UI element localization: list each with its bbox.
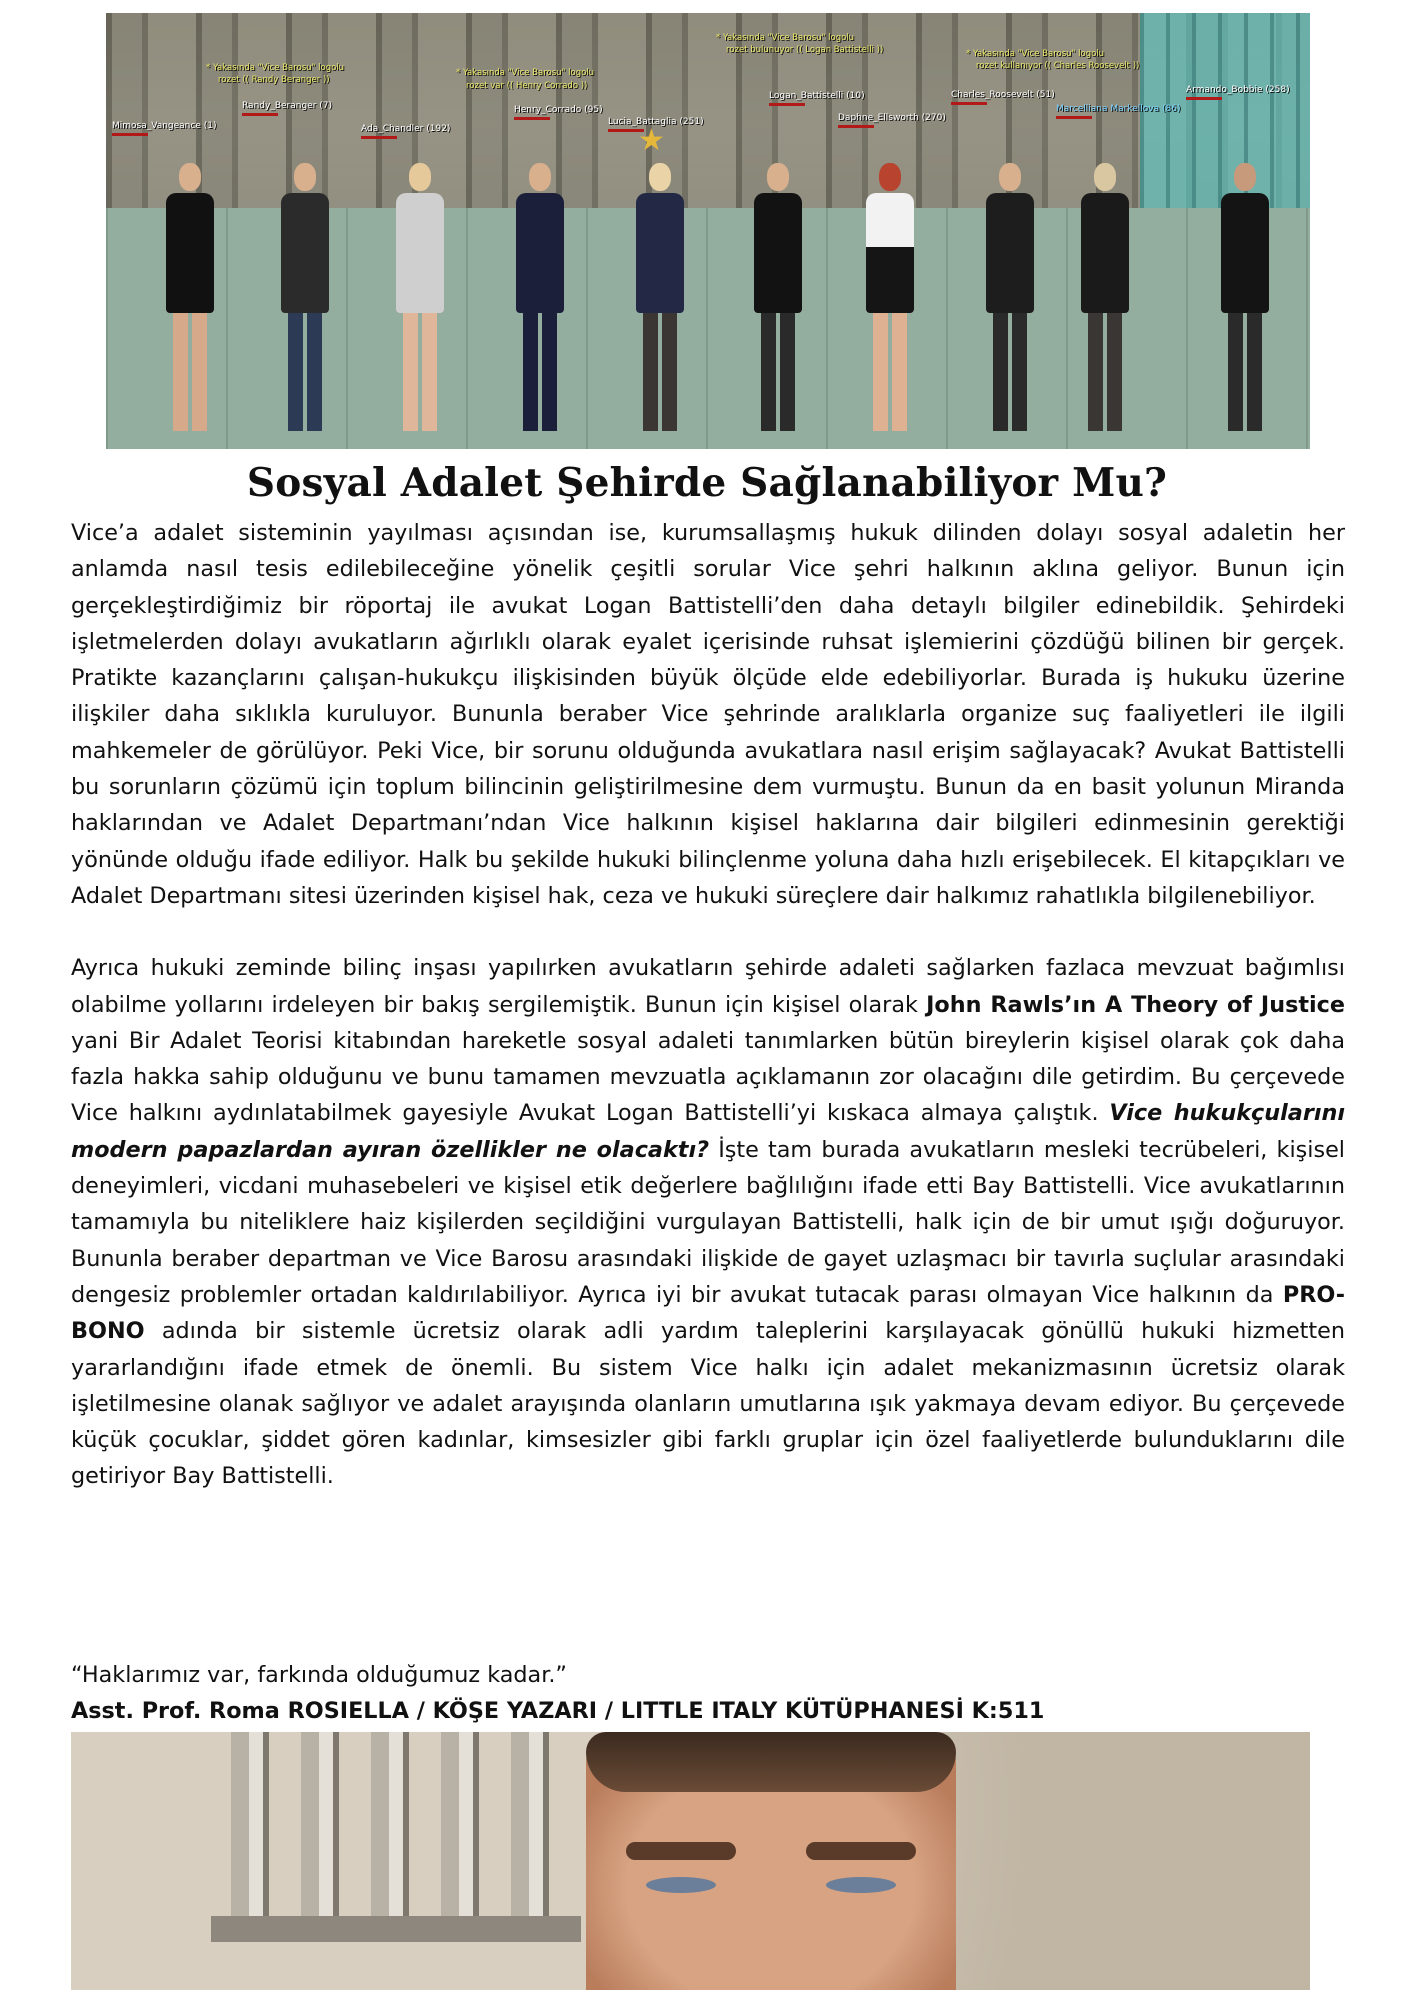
star-icon: ★ — [638, 123, 665, 158]
chat-note: * Yakasında "Vice Barosu" logolu — [206, 63, 345, 73]
player-nametag: Mimosa_Vangeance (1) — [112, 121, 216, 136]
player-nametag: Ada_Chandler (192) — [361, 124, 450, 139]
player-nametag: Lucia_Battaglia (251) — [608, 117, 704, 132]
player-nametag: Armando_Bobbie (258) — [1186, 85, 1290, 100]
character-figure — [1221, 163, 1269, 431]
chat-note: * Yakasında "Vice Barosu" logolu — [456, 68, 595, 78]
author-byline: Asst. Prof. Roma ROSIELLA / KÖŞE YAZARI / LITTLE ITALY KÜTÜPHANESİ K:511 — [71, 1698, 1045, 1724]
chat-note: rozet (( Randy Beranger )) — [218, 75, 330, 85]
article-body — [71, 515, 1345, 1495]
chat-note: rozet bulunuyor (( Logan Battistelli )) — [726, 45, 884, 55]
face — [586, 1732, 956, 1990]
character-figure — [1081, 163, 1129, 431]
player-nametag: Henry_Corrado (95) — [514, 105, 603, 120]
character-figure — [516, 163, 564, 431]
bold-text: John Rawls’ın A Theory of Justice — [926, 991, 1345, 1018]
character-figure — [866, 163, 914, 431]
closing-quote: “Haklarımız var, farkında olduğumuz kadar.” — [71, 1662, 567, 1688]
chat-note: * Yakasında "Vice Barosu" logolu — [716, 33, 855, 43]
character-figure — [166, 163, 214, 431]
article-title: Sosyal Adalet Şehirde Sağlanabiliyor Mu? — [246, 460, 1168, 506]
player-nametag: Daphne_Ellsworth (270) — [838, 113, 946, 128]
prison-bars — [231, 1732, 561, 1942]
paragraph: Vice’a adalet sisteminin yayılması açısından ise, kurumsallaşmış hukuk dilinden dolayı sosyal adaletin her anlamda nasıl tesis edilebileceğine yönelik çeşitli sorular Vice şehri halkının aklına geliyor. Bunun için gerçekleştirdiğimiz bir röportaj ile avukat Logan Battistelli’den daha detaylı bilgiler edinebildik. Şehirdeki işletmelerden dolayı avukatların ağırlıklı olarak eyalet içerisinde ruhsat işlemierini çözdüğü bilinen bir gerçek. Pratikte kazançlarını çalışan-hukukçu ilişkisinden büyük ölçüde elde edebiliyorlar. Burada iş hukuku üzerine ilişkiler daha sıklıkla kuruluyor. Bununla beraber Vice şehrinde aralıklarla organize suç faaliyetleri ile ilgili mahkemeler de görülüyor. Peki Vice, bir sorunu olduğunda avukatlara nasıl erişim sağlayacak? Avukat Battistelli bu sorunların çözümü için toplum bilincinin geliştirilmesine dem vurmuştu. Bunun da en basit yolunun Miranda haklarından ve Adalet Departmanı’ndan Vice halkının kişisel haklarına dair bilgileri edinmesinin gerektiği yönünde olduğu ifade ediliyor. Halk bu şekilde hukuki bilinçlenme yoluna daha hızlı erişebilecek. El kitapçıkları ve Adalet Departmanı sitesi üzerinden kişisel hak, ceza ve hukuki süreçlere dair halkımız rahatlıkla bilgilenebiliyor. — [71, 520, 1345, 909]
chat-note: * Yakasında "Vice Barosu" logolu — [966, 49, 1105, 59]
player-nametag: Charles_Roosevelt (51) — [951, 90, 1055, 105]
bold-text: PRO-BONO — [71, 1281, 1345, 1345]
character-figure — [396, 163, 444, 431]
character-figure — [281, 163, 329, 431]
player-nametag: Marcelliana Markellova (86) — [1056, 104, 1180, 119]
character-figure — [754, 163, 802, 431]
player-nametag: Logan_Battistelli (10) — [769, 91, 865, 106]
player-nametag: Randy_Beranger (7) — [242, 101, 332, 116]
portrait-photo — [71, 1732, 1310, 1990]
chat-note: rozet kullanıyor (( Charles Roosevelt )) — [976, 61, 1140, 71]
character-figure — [986, 163, 1034, 431]
group-photo — [106, 13, 1310, 449]
chat-note: rozet var (( Henry Corrado )) — [466, 81, 588, 91]
character-figure — [636, 163, 684, 431]
bold-italic-text: Vice hukukçularını modern papazlardan ayıran özellikler ne olacaktı? — [71, 1100, 1345, 1163]
paragraph: Ayrıca hukuki zeminde bilinç inşası yapılırken avukatların şehirde adaleti sağlarken fazlaca mevzuat bağımlısı olabilme yollarını irdeleyen bir bakış sergilemiştik. Bunun için kişisel olarak John Rawls’ın A Theory of Justice yani Bir Adalet Teorisi kitabından hareketle sosyal adaleti tanımlarken bütün bireylerin kişisel olarak çok daha fazla hakka sahip olduğunu ve bunu tamamen mevzuatla açıklamanın zor olacağını dile getirdim. Bu çerçevede Vice halkını aydınlatabilmek gayesiyle Avukat Logan Battistelli’yi kıskaca almaya çalıştık. Vice hukukçularını modern papazlardan ayıran özellikler ne olacaktı? İşte tam burada avukatların mesleki tecrübeleri, kişisel deneyimleri, vicdani muhasebeleri ve kişisel etik değerlere bağlılığını ifade etti Bay Battistelli. Vice avukatlarının tamamıyla bu niteliklere haiz kişilerden seçildiğini vurgulayan Battistelli, halk için de bir umut ışığı doğuruyor. Bununla beraber departman ve Vice Barosu arasındaki ilişkide de gayet uzlaşmacı bir tavırla suçlular arasındaki dengesiz problemler ortadan kaldırılabiliyor. Ayrıca iyi bir avukat tutacak parası olmayan Vice halkının da PRO-BONO adında bir sistemle ücretsiz olarak adli yardım taleplerini karşılayacak gönüllü hukuki hizmetten yararlandığını ifade etmek de önemli. Bu sistem Vice halkı için adalet mekanizmasının ücretsiz olarak işletilmesine olanak sağlıyor ve adalet arayışında olanların umutlarına ışık yakmaya devam ediyor. Bu çerçevede küçük çocuklar, şiddet gören kadınlar, kimsesizler gibi farklı gruplar için özel faaliyetlerde bulunduklarını dile getiriyor Bay Battistelli. — [71, 955, 1345, 1490]
